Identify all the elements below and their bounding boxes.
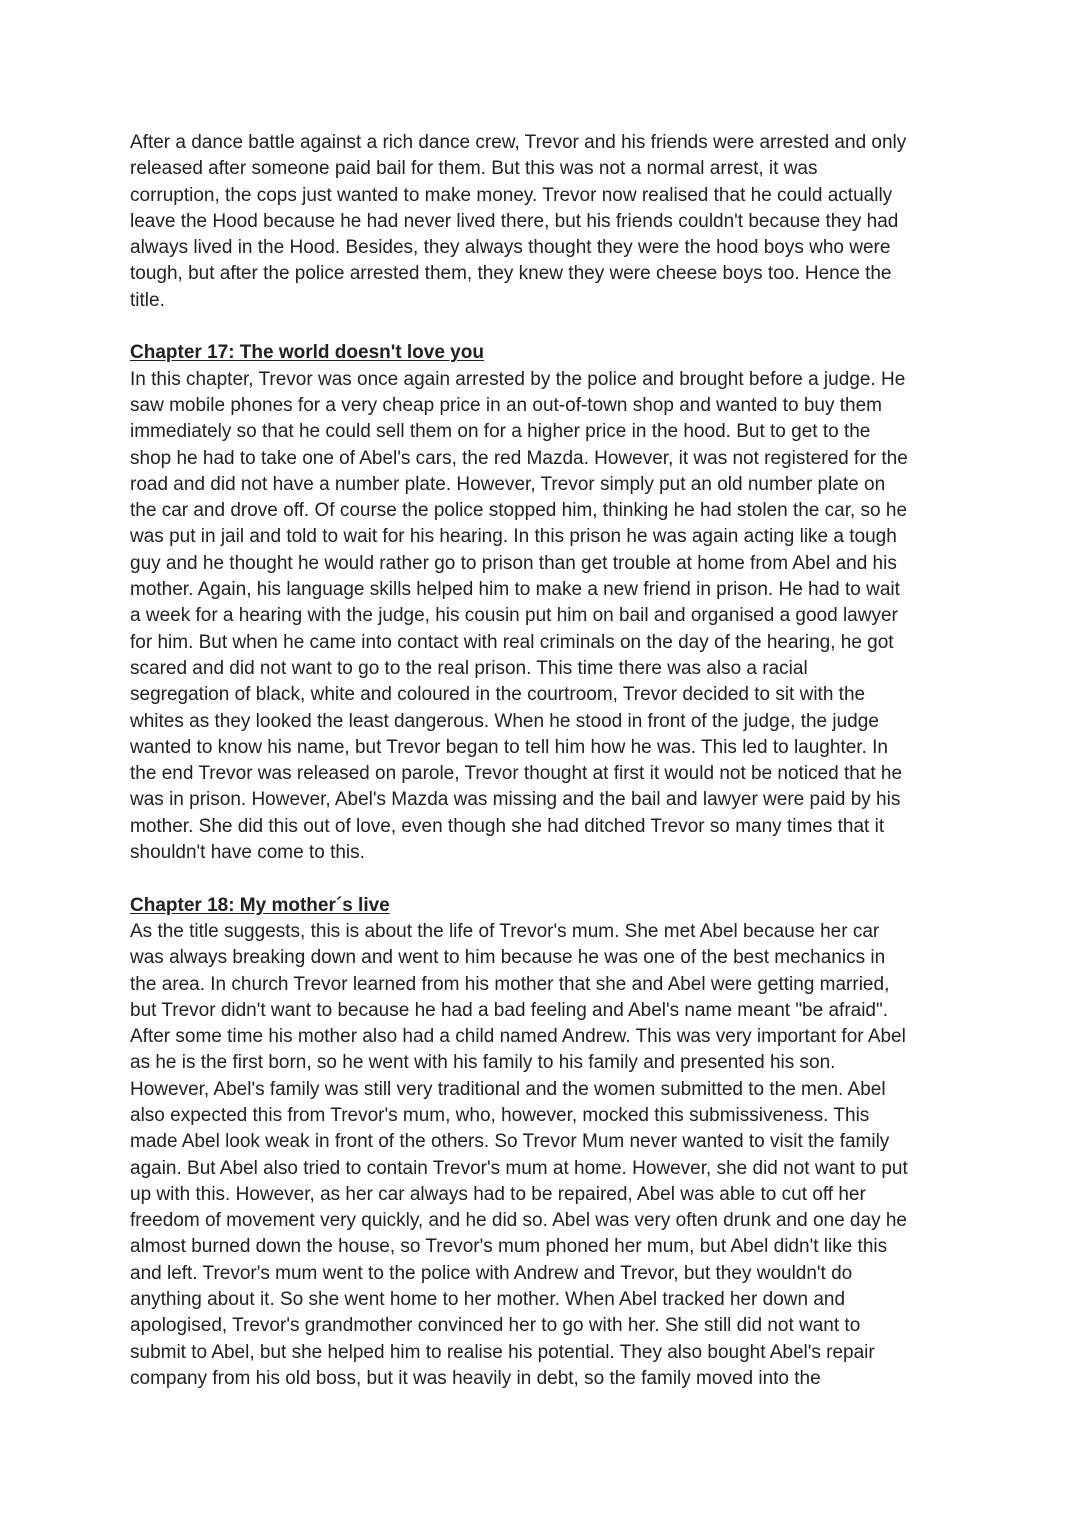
text-line: mother. Again, his language skills helped him to make a new friend in prison. He had to wait: [130, 579, 900, 601]
text-line: saw mobile phones for a very cheap price in an out-of-town shop and wanted to buy them: [130, 394, 882, 416]
text-line: submit to Abel, but she helped him to realise his potential. They also bought Abel's repair: [130, 1341, 875, 1363]
text-line: tough, but after the police arrested them, they knew they were cheese boys too. Hence the: [130, 263, 892, 285]
paragraph-gap: [130, 314, 950, 340]
text-line: guy and he thought he would rather go to prison than get trouble at home from Abel and his: [130, 552, 897, 574]
text-line: shouldn't have come to this.: [130, 842, 365, 864]
text-line: released after someone paid bail for them. But this was not a normal arrest, it was: [130, 158, 818, 180]
text-line: and left. Trevor's mum went to the police with Andrew and Trevor, but they wouldn't do: [130, 1262, 853, 1284]
text-line: As the title suggests, this is about the life of Trevor's mum. She met Abel because her car: [130, 920, 880, 942]
text-line: was always breaking down and went to him because he was one of the best mechanics in: [130, 947, 886, 969]
paragraph-gap: [130, 866, 950, 892]
text-line: the area. In church Trevor learned from his mother that she and Abel were getting married,: [130, 973, 890, 995]
text-line: mother. She did this out of love, even though she had ditched Trevor so many times that it: [130, 815, 885, 837]
text-line: the end Trevor was released on parole, Trevor thought at first it would not be noticed that he: [130, 763, 903, 785]
text-line: made Abel look weak in front of the others. So Trevor Mum never wanted to visit the family: [130, 1131, 890, 1153]
text-line: whites as they looked the least dangerous. When he stood in front of the judge, the judge: [130, 710, 879, 732]
text-line: shop he had to take one of Abel's cars, the red Mazda. However, it was not registered for the: [130, 447, 908, 469]
chapter-17-heading: Chapter 17: The world doesn't love you: [130, 342, 484, 364]
text-line: almost burned down the house, so Trevor's mum phoned her mum, but Abel didn't like this: [130, 1236, 888, 1258]
text-line: apologised, Trevor's grandmother convinced her to go with her. She still did not want to: [130, 1315, 861, 1337]
chapter-18-section: [130, 893, 950, 1393]
text-line: segregation of black, white and coloured in the courtroom, Trevor decided to sit with the: [130, 684, 866, 706]
document-page: [130, 130, 950, 1392]
text-line: freedom of movement very quickly, and he did so. Abel was very often drunk and one day he: [130, 1210, 907, 1232]
text-line: immediately so that he could sell them on for a higher price in the hood. But to get to the: [130, 421, 871, 443]
text-line: also expected this from Trevor's mum, who, however, mocked this submissiveness. This: [130, 1104, 870, 1126]
text-line: After some time his mother also had a child named Andrew. This was very important for Abel: [130, 1026, 906, 1048]
text-line: was in prison. However, Abel's Mazda was missing and the bail and lawyer were paid by his: [130, 789, 901, 811]
text-line: again. But Abel also tried to contain Trevor's mum at home. However, she did not want to put: [130, 1157, 908, 1179]
chapter-18-heading: Chapter 18: My mother´s live: [130, 894, 390, 916]
text-line: title.: [130, 289, 165, 311]
text-line: a week for a hearing with the judge, his cousin put him on bail and organised a good lawyer: [130, 605, 898, 627]
text-line: scared and did not want to go to the real prison. This time there was also a racial: [130, 657, 808, 679]
text-line: In this chapter, Trevor was once again arrested by the police and brought before a judge. He: [130, 368, 906, 390]
chapter-18-paragraph: [130, 919, 950, 1392]
text-line: as he is the first born, so he went with his family to his family and presented his son.: [130, 1052, 836, 1074]
text-line: corruption, the cops just wanted to make money. Trevor now realised that he could actually: [130, 184, 893, 206]
text-line: anything about it. So she went home to her mother. When Abel tracked her down and: [130, 1289, 846, 1311]
text-line: always lived in the Hood. Besides, they always thought they were the hood boys who were: [130, 237, 891, 259]
text-line: After a dance battle against a rich dance crew, Trevor and his friends were arrested and only: [130, 132, 907, 153]
text-line: leave the Hood because he had never lived there, but his friends couldn't because they had: [130, 210, 899, 232]
text-line: company from his old boss, but it was heavily in debt, so the family moved into the: [130, 1367, 821, 1389]
text-line: wanted to know his name, but Trevor began to tell him how he was. This led to laughter. In: [130, 736, 888, 758]
text-line: up with this. However, as her car always had to be repaired, Abel was able to cut off her: [130, 1183, 866, 1205]
chapter-17-section: [130, 340, 950, 866]
chapter-17-paragraph: [130, 367, 950, 867]
text-line: the car and drove off. Of course the police stopped him, thinking he had stolen the car, so he: [130, 500, 908, 522]
text-line: but Trevor didn't want to because he had a bad feeling and Abel's name meant "be afraid".: [130, 999, 889, 1021]
text-line: road and did not have a number plate. However, Trevor simply put an old number plate on: [130, 473, 886, 495]
text-line: However, Abel's family was still very traditional and the women submitted to the men. Abel: [130, 1078, 886, 1100]
text-line: for him. But when he came into contact with real criminals on the day of the hearing, he got: [130, 631, 894, 653]
intro-paragraph: [130, 130, 950, 314]
text-line: was put in jail and told to wait for his hearing. In this prison he was again acting like a tough: [130, 526, 897, 548]
